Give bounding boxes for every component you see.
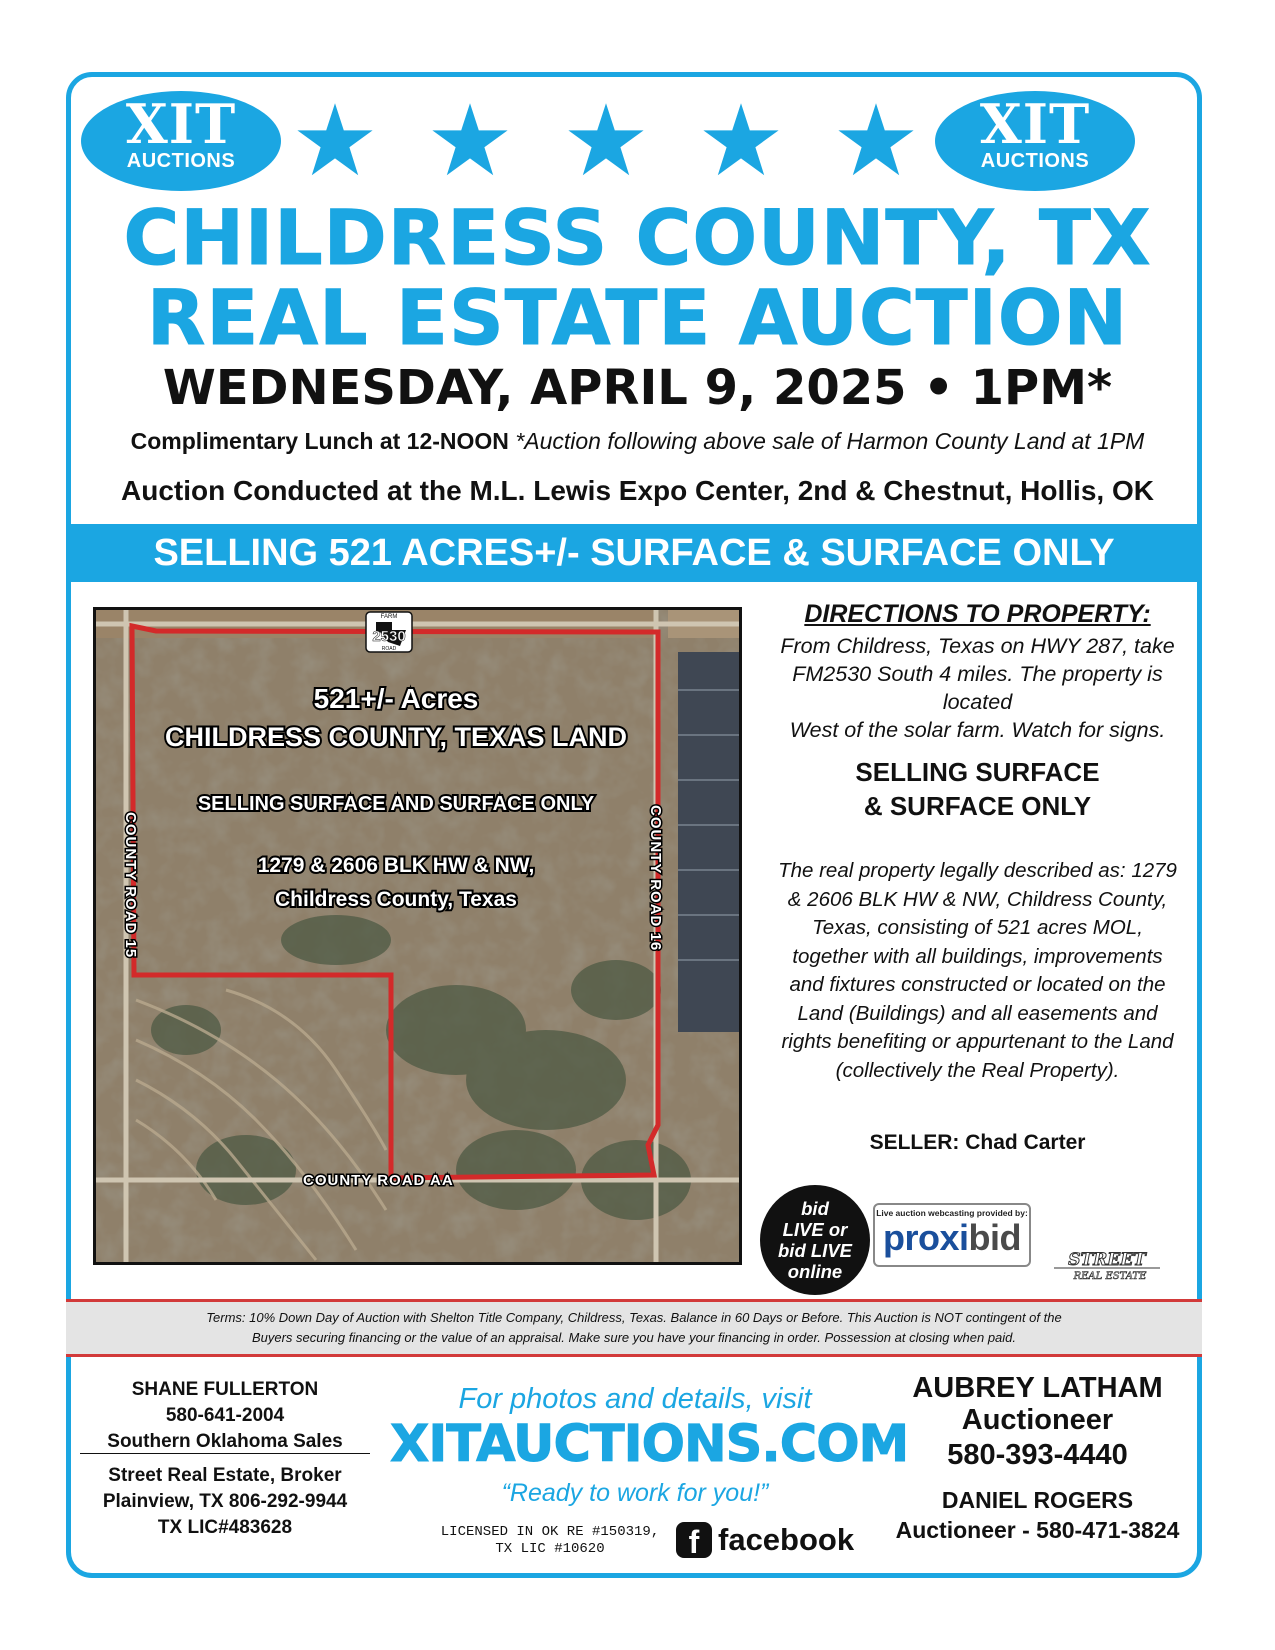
xit-logo-left: [81, 91, 281, 191]
map-canvas: [96, 610, 739, 1262]
star-icon: [566, 100, 646, 180]
auctioneer-title: Auctioneer: [961, 1404, 1114, 1436]
logo-main-text: XIT: [979, 92, 1091, 156]
street-logo-top: STREET: [1068, 1250, 1146, 1270]
legal-line: (collectively the Real Property).: [835, 1058, 1120, 1082]
lunch-line: [70, 426, 1205, 456]
bid-badge-line: online: [787, 1261, 843, 1282]
broker-phone: Plainview, TX 806-292-9944: [102, 1491, 348, 1512]
second-auctioneer-name: DANIEL ROGERS: [941, 1487, 1134, 1513]
auctioneer-name: AUBREY LATHAM: [912, 1372, 1163, 1404]
star-icon: [295, 100, 375, 180]
license-text: [420, 1524, 680, 1558]
selling-line: SELLING SURFACE: [855, 757, 1100, 787]
contact-divider: [80, 1453, 370, 1454]
contact-name: SHANE FULLERTON: [131, 1379, 319, 1400]
headline-county: CHILDRESS COUNTY, TX: [123, 193, 1152, 282]
shield-bottom-label: ROAD: [381, 646, 397, 652]
selling-line: & SURFACE ONLY: [863, 791, 1092, 821]
directions-line: From Childress, Texas on HWY 287, take: [780, 634, 1175, 658]
terms-box: [66, 1299, 1202, 1357]
proxibid-word-b: bid: [968, 1217, 1021, 1258]
facebook-link[interactable]: [676, 1521, 855, 1561]
aerial-map: [93, 607, 742, 1265]
map-acres-label: 521+/- Acres: [313, 683, 479, 714]
farm-road-shield: [366, 612, 412, 652]
star-icon: [430, 100, 510, 180]
map-legal-line1: 1279 & 2606 BLK HW & NW,: [257, 854, 535, 877]
directions-line: FM2530 South 4 miles. The property is located: [792, 662, 1163, 714]
terms-line: Buyers securing financing or the value of an appraisal. Make sure you have your financing in order. Possession at closing when paid.: [251, 1330, 1017, 1345]
legal-line: Land (Buildings) and all easements and: [797, 1001, 1158, 1025]
contact-left-top: [80, 1377, 370, 1455]
auction-date: WEDNESDAY, APRIL 9, 2025 • 1PM*: [162, 360, 1113, 416]
license-line: LICENSED IN OK RE #150319,: [440, 1524, 660, 1540]
bid-live-badge[interactable]: [760, 1185, 870, 1295]
map-road-east: COUNTY ROAD 16: [647, 805, 664, 952]
bid-badge-line: bid: [801, 1198, 829, 1219]
slogan: “Ready to work for you!”: [501, 1479, 769, 1507]
selling-surface-heading: [760, 755, 1195, 823]
map-road-west: COUNTY ROAD 15: [122, 812, 139, 959]
legal-description: [760, 857, 1195, 1085]
seller-line: SELLER: Chad Carter: [869, 1131, 1086, 1154]
license-line: TX LIC #10620: [495, 1541, 605, 1557]
selling-band: SELLING 521 ACRES+/- SURFACE & SURFACE ONLY: [66, 524, 1202, 582]
visit-line: For photos and details, visit: [458, 1383, 812, 1415]
logo-sub-text: AUCTIONS: [980, 150, 1090, 172]
lunch-text: Complimentary Lunch at 12-NOON: [130, 428, 509, 454]
legal-line: and fixtures constructed or located on the: [789, 973, 1166, 996]
broker-name: Street Real Estate, Broker: [108, 1465, 342, 1486]
facebook-icon: f: [676, 1522, 712, 1558]
legal-line: Texas, consisting of 521 acres MOL,: [812, 916, 1143, 939]
logo-sub-text: AUCTIONS: [126, 150, 236, 172]
auctioneer-phone: 580-393-4440: [947, 1439, 1128, 1471]
facebook-label: facebook: [718, 1522, 855, 1557]
lunch-note: *Auction following above sale of Harmon County Land at 1PM: [515, 428, 1145, 454]
bid-badge-line: bid LIVE: [778, 1240, 852, 1261]
map-legal-line2: Childress County, Texas: [275, 888, 517, 911]
solar-farm: [678, 652, 739, 1032]
legal-line: & 2606 BLK HW & NW, Childress County,: [787, 887, 1168, 911]
map-road-south: COUNTY ROAD AA: [303, 1172, 454, 1189]
proxibid-word-a: proxi: [883, 1217, 969, 1258]
directions-title: DIRECTIONS TO PROPERTY:: [804, 600, 1151, 628]
shield-number: 2530: [372, 628, 406, 645]
star-icon: [701, 100, 781, 180]
directions-line: West of the solar farm. Watch for signs.: [789, 718, 1166, 742]
street-real-estate-logo: [1048, 1247, 1166, 1285]
contact-left-bottom: [80, 1463, 370, 1541]
proxibid-logo[interactable]: [873, 1203, 1031, 1267]
contact-phone: 580-641-2004: [165, 1405, 285, 1426]
legal-line: The real property legally described as: 1279: [778, 859, 1177, 882]
star-icon: [836, 100, 916, 180]
second-auctioneer-phone: Auctioneer - 580-471-3824: [895, 1517, 1180, 1543]
logo-main-text: XIT: [125, 92, 237, 156]
legal-line: rights benefiting or appurtenant to the Land: [781, 1030, 1174, 1053]
contact-region: Southern Oklahoma Sales: [107, 1431, 343, 1452]
map-surface-label: SELLING SURFACE AND SURFACE ONLY: [197, 793, 595, 815]
terms-line: Terms: 10% Down Day of Auction with Shelton Title Company, Childress, Texas. Balance in 60 Days or Before. This Auction is NOT contingent of the: [206, 1310, 1062, 1325]
broker-license: TX LIC#483628: [157, 1517, 293, 1538]
map-county-label: CHILDRESS COUNTY, TEXAS LAND: [164, 722, 628, 752]
shield-top-label: FARM: [380, 614, 398, 620]
bid-badge-line: LIVE or: [782, 1219, 848, 1240]
website-link[interactable]: XITAUCTIONS.COM: [390, 1415, 909, 1474]
legal-line: together with all buildings, improvements: [792, 944, 1163, 968]
proxibid-caption: Live auction webcasting provided by:: [876, 1208, 1028, 1218]
venue-line: Auction Conducted at the M.L. Lewis Expo Center, 2nd & Chestnut, Hollis, OK: [121, 475, 1154, 506]
street-logo-bottom: REAL ESTATE: [1073, 1271, 1147, 1282]
headline-auction: REAL ESTATE AUCTION: [146, 273, 1129, 362]
proxibid-wordmark: [875, 1218, 1029, 1258]
directions-text: [760, 632, 1195, 744]
xit-logo-right: [935, 91, 1135, 191]
